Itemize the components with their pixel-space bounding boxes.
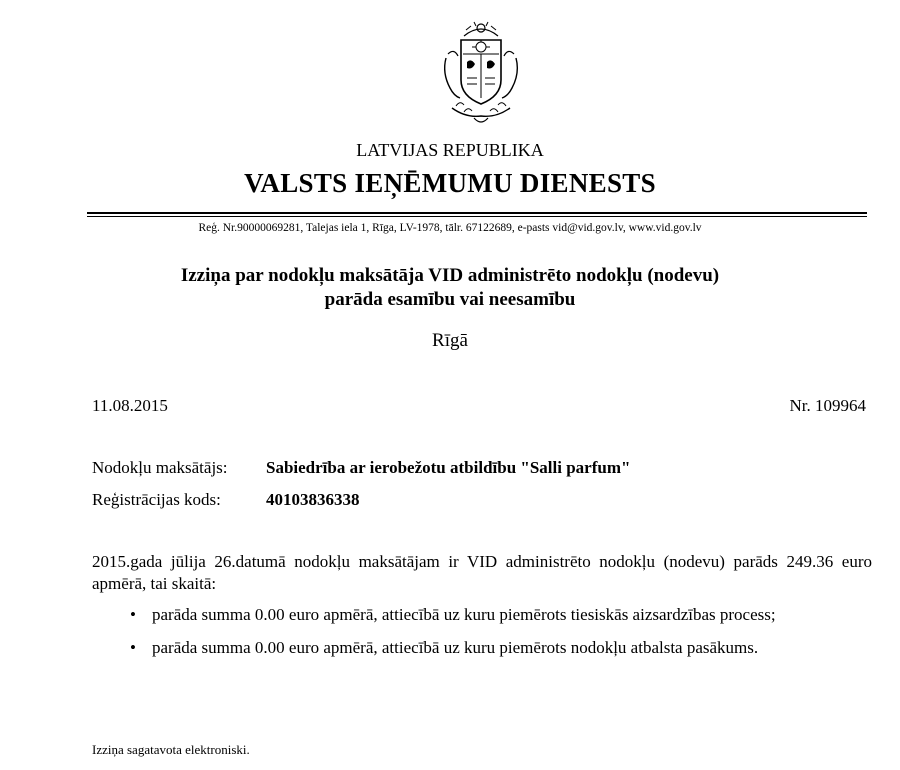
header-divider: [87, 212, 867, 214]
registration-code-label: Reģistrācijas kods:: [92, 490, 221, 509]
list-item: [130, 637, 870, 659]
document-number: Nr. 109964: [789, 396, 866, 415]
list-item-text: parāda summa 0.00 euro apmērā, attiecībā uz kuru piemērots tiesiskās aizsardzības process;: [152, 605, 776, 624]
bullet-icon: •: [130, 638, 136, 657]
footer-note: Izziņa sagatavota elektroniski.: [92, 742, 250, 757]
debt-breakdown-list: [130, 604, 870, 659]
bullet-icon: •: [130, 605, 136, 624]
taxpayer-name-value: Sabiedrība ar ierobežotu atbildību "Salli parfum": [266, 458, 631, 477]
debt-statement: 2015.gada jūlija 26.datumā nodokļu maksātājam ir VID administrēto nodokļu (nodevu) parāds 249.36 euro apmērā, tai skaitā:: [92, 552, 872, 593]
country-name: LATVIJAS REPUBLIKA: [356, 140, 544, 160]
issue-date: 11.08.2015: [92, 396, 168, 415]
taxpayer-name-label: Nodokļu maksātājs:: [92, 458, 228, 477]
agency-contacts: Reģ. Nr.90000069281, Talejas iela 1, Rīga, LV-1978, tālr. 67122689, e-pasts vid@vid.gov.lv, www.vid.gov.lv: [198, 222, 702, 234]
header-divider-thin: [87, 216, 867, 217]
document-title: [0, 264, 900, 312]
list-item: [130, 604, 870, 626]
coat-of-arms-icon: [436, 18, 526, 130]
document-title-line-1: Izziņa par nodokļu maksātāja VID administrēto nodokļu (nodevu): [180, 265, 720, 286]
registration-code-row: [92, 490, 360, 510]
agency-name: VALSTS IEŅĒMUMU DIENESTS: [244, 168, 656, 198]
registration-code-value: 40103836338: [266, 490, 360, 509]
taxpayer-name-row: [92, 458, 630, 478]
document-title-line-2: parāda esamību vai neesamību: [324, 289, 576, 310]
issue-place: Rīgā: [432, 330, 468, 351]
list-item-text: parāda summa 0.00 euro apmērā, attiecībā uz kuru piemērots nodokļu atbalsta pasākums.: [152, 638, 759, 657]
